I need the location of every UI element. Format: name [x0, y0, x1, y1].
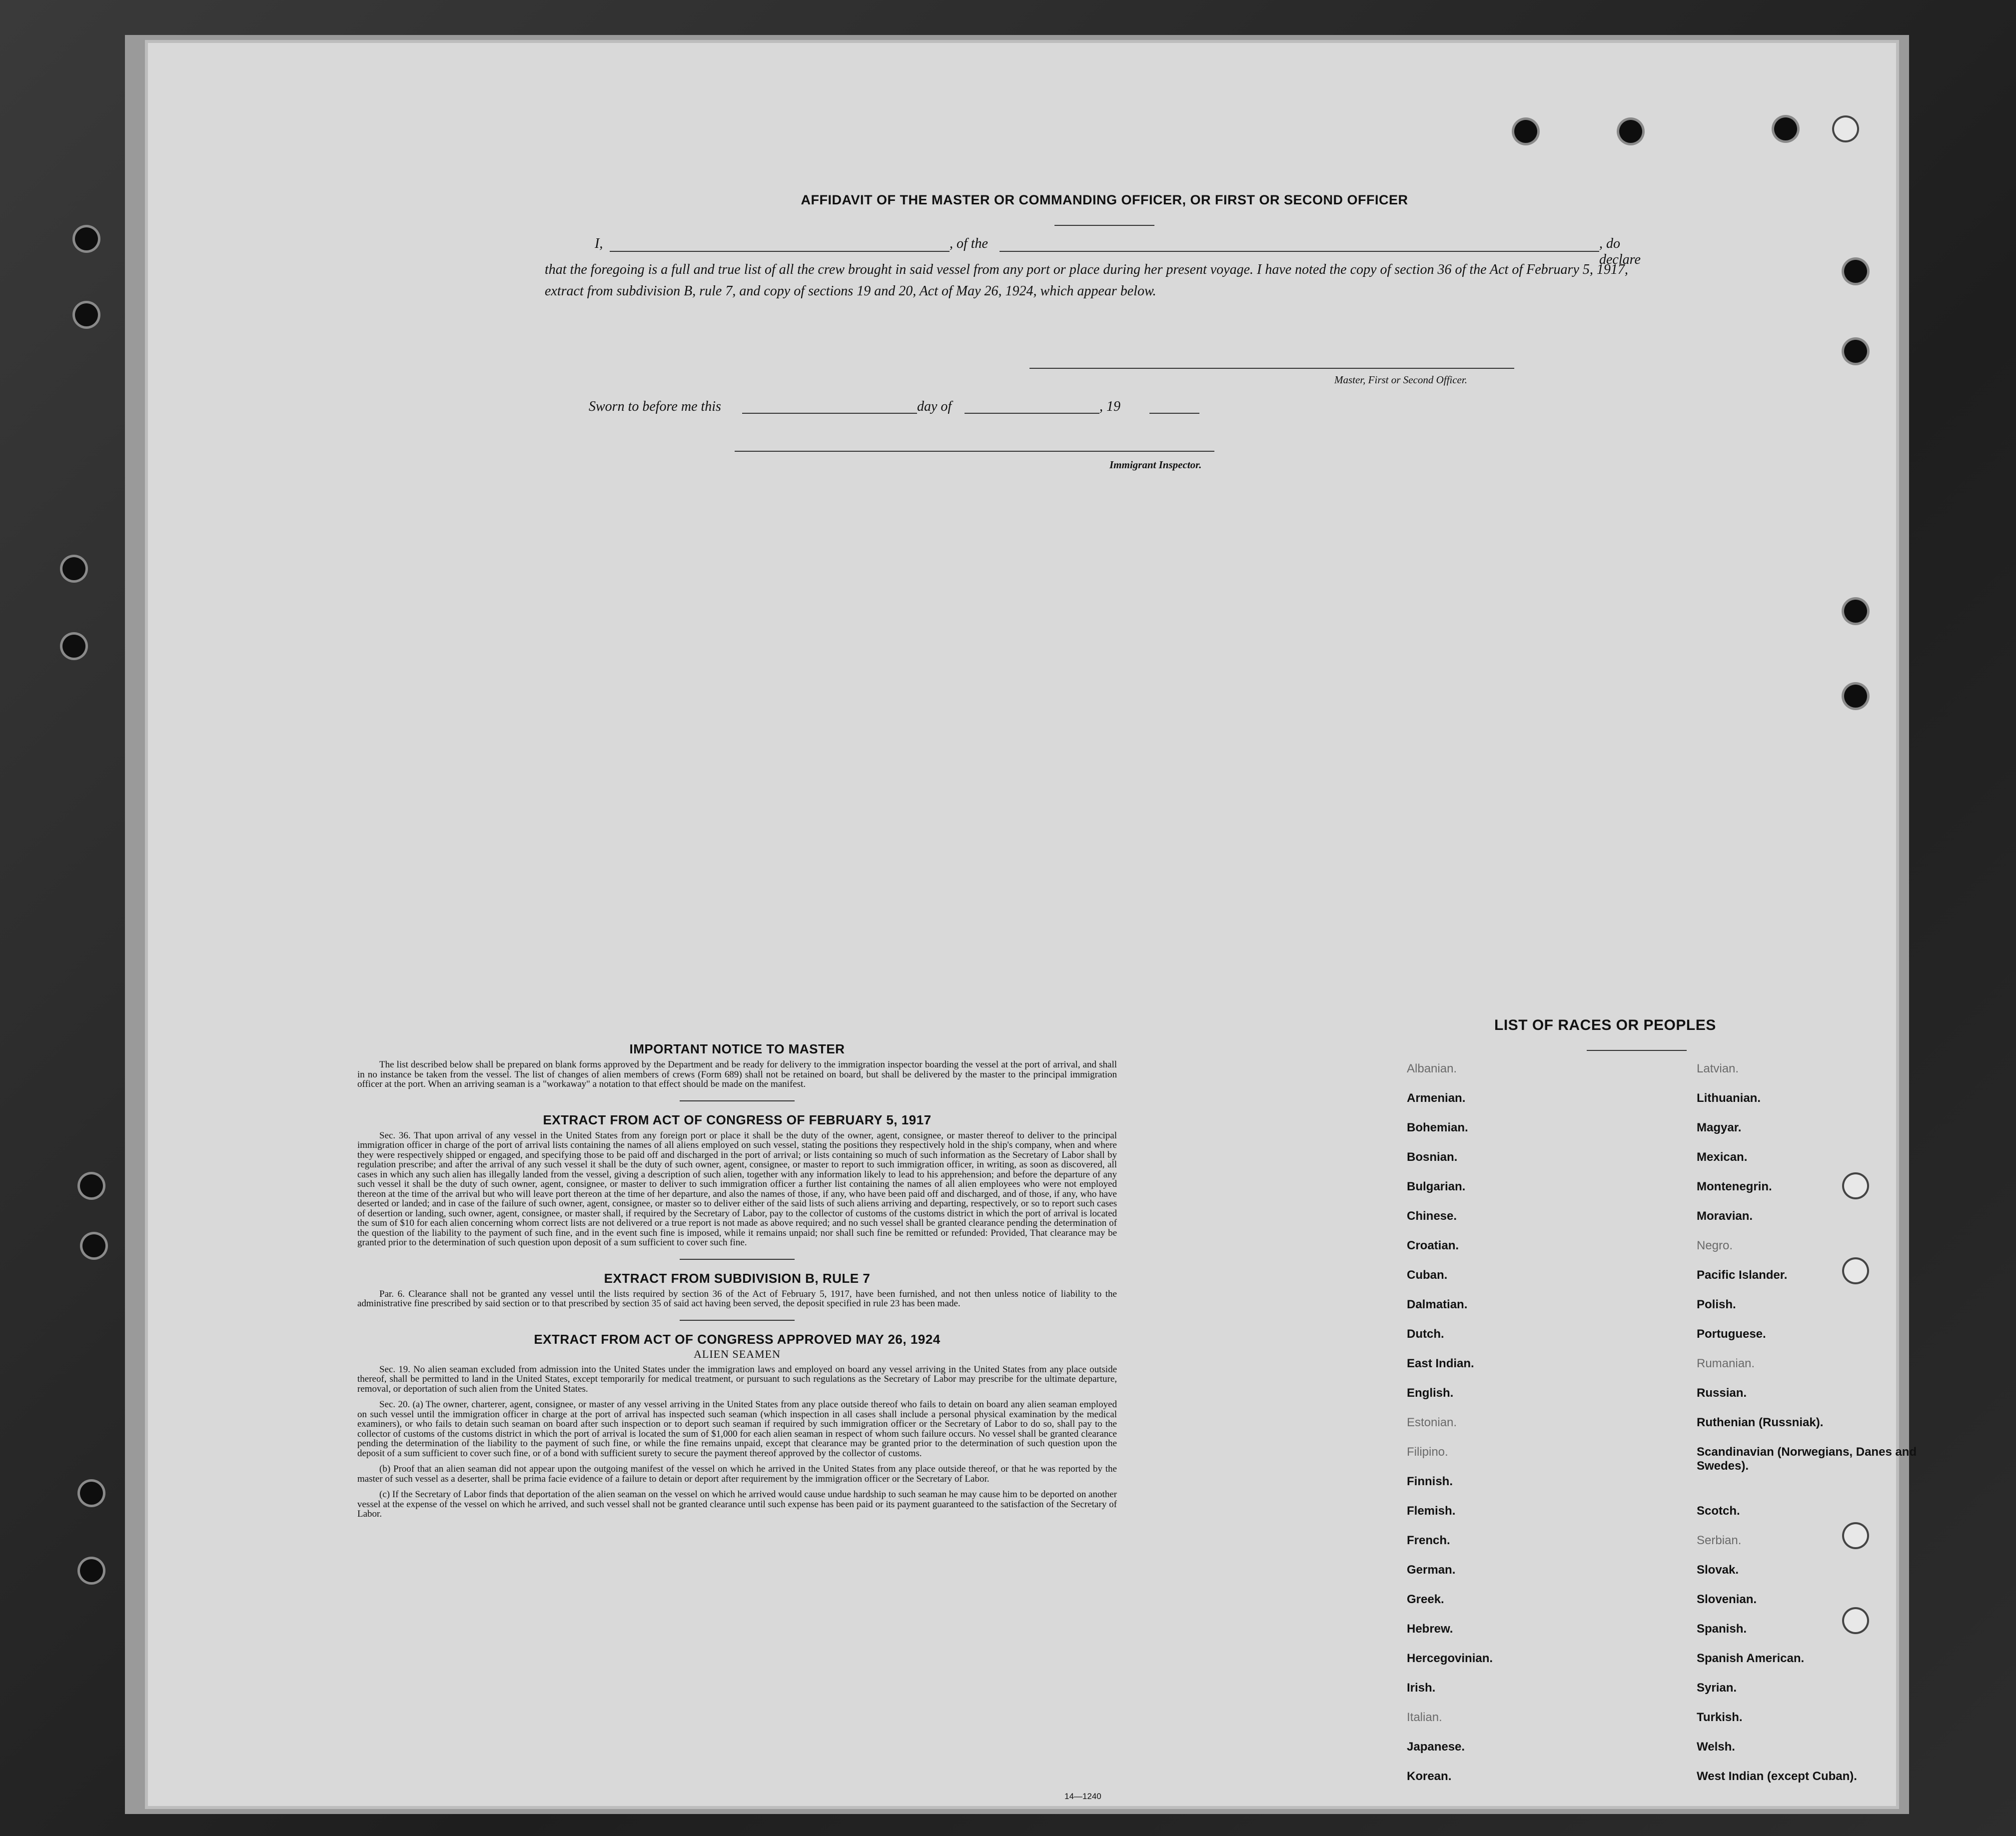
extract-1924-subtitle: ALIEN SEAMEN	[694, 1347, 781, 1360]
race-item: German.	[1407, 1563, 1456, 1577]
race-item: Rumanian.	[1697, 1357, 1755, 1370]
punch-hole	[1514, 120, 1537, 143]
race-item: Japanese.	[1407, 1740, 1465, 1754]
section-19-text: Sec. 19. No alien seaman excluded from admission into the United States under the immigration laws and employed on board any vessel arriving in the United States from any place outside thereof, shall be permitted to land in the United States, except temporarily for medical treatment, or pursuant to such regulations as the Secretary of Labor may prescribe for the ultimate departure, removal, or deportation of such alien from the United States.	[357, 1364, 1117, 1394]
sworn-day-blank[interactable]	[742, 413, 917, 414]
punch-hole	[1844, 685, 1867, 708]
race-item: Slovak.	[1697, 1563, 1739, 1577]
form-number: 14—1240	[1064, 1792, 1101, 1801]
races-right-column	[1697, 1062, 1957, 1799]
document-page	[145, 40, 1917, 1809]
race-item: Italian.	[1407, 1711, 1442, 1724]
declare-of-label: , of the	[950, 236, 988, 251]
races-title: LIST OF RACES OR PEOPLES	[1494, 1017, 1716, 1033]
race-item: Welsh.	[1697, 1740, 1735, 1754]
punch-hole	[1844, 340, 1867, 363]
race-item: Dutch.	[1407, 1327, 1444, 1341]
race-item: Greek.	[1407, 1593, 1444, 1606]
affidavit-section	[545, 192, 1664, 302]
race-item: Bosnian.	[1407, 1150, 1458, 1164]
race-item: Spanish.	[1697, 1622, 1747, 1636]
race-item: Slovenian.	[1697, 1593, 1757, 1606]
divider	[1587, 1050, 1687, 1051]
punch-hole	[62, 635, 85, 658]
race-item: Polish.	[1697, 1298, 1736, 1311]
race-item: Hebrew.	[1407, 1622, 1453, 1636]
section-20a-text: Sec. 20. (a) The owner, charterer, agent, consignee, or master of any vessel arriving in the United States from any place outside thereof who fails to detain on board any alien seaman employed on such vessel until the immigration officer in charge at the port of arrival has inspected such seaman (which inspection in all cases shall include a personal physical examination by the medical examiners), or who fails to detain such seaman on board after such inspection or to deport such seaman if required by such immigration officer or the Secretary of Labor to do so, shall pay to the collector of customs of the customs district in which the port of arrival is located the sum of $1,000 for each alien seaman in respect of whom such failure occurs. No vessel shall be granted clearance pending the determination of the liability to the payment of such fine, or while the fine remains unpaid, except that clearance may be granted prior to the determination of such question upon the deposit of a sum sufficient to cover such fine, or of a bond with sufficient surety to secure the payment thereof approved by the collector of customs.	[357, 1399, 1117, 1459]
extract-1924-title: EXTRACT FROM ACT OF CONGRESS APPROVED MAY 26, 1924	[534, 1331, 941, 1347]
races-left-column	[1407, 1062, 1667, 1799]
vessel-blank[interactable]	[1000, 251, 1599, 252]
extract-rule7-title: EXTRACT FROM SUBDIVISION B, RULE 7	[604, 1270, 871, 1286]
race-item: Scotch.	[1697, 1504, 1740, 1518]
race-item: Magyar.	[1697, 1121, 1742, 1134]
race-item: Bohemian.	[1407, 1121, 1468, 1134]
race-item: Mexican.	[1697, 1150, 1748, 1164]
declaration-line	[545, 236, 1664, 267]
punch-hole	[62, 557, 85, 580]
sworn-prefix: Sworn to before me this	[589, 399, 721, 414]
punch-hole	[1844, 260, 1867, 283]
sworn-year-blank[interactable]	[1149, 413, 1199, 414]
punch-hole	[75, 303, 98, 326]
divider	[1054, 225, 1154, 226]
race-item: Moravian.	[1697, 1209, 1753, 1223]
race-item: Armenian.	[1407, 1091, 1466, 1105]
race-item: Montenegrin.	[1697, 1180, 1772, 1193]
race-item: Finnish.	[1407, 1475, 1453, 1488]
punch-hole	[1834, 117, 1857, 140]
signature-line[interactable]	[1029, 368, 1514, 369]
punch-hole	[1844, 600, 1867, 623]
race-item: Lithuanian.	[1697, 1091, 1761, 1105]
affidavit-title: AFFIDAVIT OF THE MASTER OR COMMANDING OFFICER, OR FIRST OR SECOND OFFICER	[801, 192, 1408, 207]
punch-hole	[80, 1174, 103, 1197]
race-item: Ruthenian (Russniak).	[1697, 1416, 1824, 1429]
race-item: Portuguese.	[1697, 1327, 1766, 1341]
race-item: Pacific Islander.	[1697, 1268, 1788, 1282]
inspector-caption: Immigrant Inspector.	[1109, 459, 1202, 471]
race-item: East Indian.	[1407, 1357, 1474, 1370]
punch-hole	[82, 1234, 105, 1257]
race-item: West Indian (except Cuban).	[1697, 1770, 1857, 1783]
race-item: Scandinavian (Norwegians, Danes and Swedes).	[1697, 1445, 1917, 1473]
name-blank[interactable]	[610, 251, 950, 252]
race-item: Turkish.	[1697, 1711, 1743, 1724]
race-item: Flemish.	[1407, 1504, 1456, 1518]
race-item: Croatian.	[1407, 1239, 1459, 1252]
divider	[680, 1320, 795, 1321]
extract-rule7-text: Par. 6. Clearance shall not be granted any vessel until the lists required by section 36 of the Act of February 5, 1917, have been furnished, and not then unless notice of liability to the administrative fine prescribed by said section or to that prescribed by section 35 of said act having been served, the deposit specified in rule 23 has been made.	[357, 1288, 1117, 1309]
race-item: Negro.	[1697, 1239, 1733, 1252]
race-item: Serbian.	[1697, 1534, 1742, 1547]
punch-hole	[80, 1482, 103, 1505]
race-item: Filipino.	[1407, 1445, 1448, 1459]
notice-text: The list described below shall be prepared on blank forms approved by the Department and be ready for delivery to the immigration inspector boarding the vessel at the port of arrival, and shall in no instance be taken from the vessel. The list of changes of alien members of crews (Form 689) shall not be retained on board, but shall be delivered by the master to the principal immigration officer at the port. When an arriving seaman is a "workaway" a notation to that effect should be made on the manifest.	[357, 1059, 1117, 1089]
extract-1917-title: EXTRACT FROM ACT OF CONGRESS OF FEBRUARY 5, 1917	[543, 1112, 932, 1127]
race-item: English.	[1407, 1386, 1454, 1400]
race-item: Cuban.	[1407, 1268, 1448, 1282]
signature-caption: Master, First or Second Officer.	[1334, 374, 1467, 386]
affidavit-paragraph: that the foregoing is a full and true list of all the crew brought in said vessel from any port or place during her present voyage. I have noted the copy of section 36 of the Act of February 5, 1917, extract from subdivision B, rule 7, and copy of sections 19 and 20, Act of May 26, 1924, which appear below.	[545, 262, 1628, 299]
race-item: Latvian.	[1697, 1062, 1739, 1075]
race-item: Syrian.	[1697, 1681, 1737, 1695]
inspector-signature-line[interactable]	[735, 451, 1214, 452]
divider	[680, 1100, 795, 1101]
punch-hole	[1774, 117, 1797, 140]
race-item: Albanian.	[1407, 1062, 1457, 1075]
extract-1917-text: Sec. 36. That upon arrival of any vessel in the United States from any foreign port or place it shall be the duty of the owner, agent, consignee, or master thereof to deliver to the principal immigration officer in charge of the port of arrival lists containing the names of all aliens employed on such vessel, stating the positions they respectively hold in the ship's company, when and where they were respectively shipped or engaged, and specifying those to be paid off and discharged in the port of arrival; or lists containing so much of such information as the Secretary of Labor shall by regulation prescribe; and after the arrival of any such vessel it shall be the duty of such owner, agent, consignee, or master to report to such immigration officer, in writing, as soon as discovered, all cases in which any such alien has illegally landed from the vessel, giving a description of such alien, together with any information likely to lead to his apprehension; and before the departure of any such vessel it shall be the duty of such owner, agent, consignee, or master to deliver to such immigration officer a further list containing the names of all alien employees who were not employed thereon at the time of the arrival but who will leave port thereon at the time of her departure, and also the names of those, if any, who have been paid off and discharged, and of those, if any, who have deserted or landed; and in case of the failure of such owner, agent, consignee, or master so to deliver either of the said lists of such aliens arriving and departing, respectively, or so to report such cases of desertion or landing, such owner, agent, consignee, or master shall, if required by the Secretary of Labor, pay to the collector of customs of the customs district in which the port of arrival is located the sum of $10 for each alien concerning whom correct lists are not delivered or a true report is not made as above required; and no such vessel shall be granted clearance pending the determination of the question of the liability to the payment of such fine, and in the event such fine is imposed, while it remains unpaid; nor shall such fine be remitted or refunded: Provided, That clearance may be granted prior to the determination of such question upon deposit of a sum sufficient to cover such fine.	[357, 1130, 1117, 1248]
declare-end-label: , do declare	[1599, 236, 1641, 267]
race-item: Hercegovinian.	[1407, 1652, 1493, 1665]
legal-extracts	[357, 1041, 1117, 1519]
section-20b-text: (b) Proof that an alien seaman did not appear upon the outgoing manifest of the vessel on which he arrived in the United States from any place outside thereof, or that he was reported by the master of such vessel as a deserter, shall be prima facie evidence of a failure to detain or deport after requirement by the immigration officer or the Secretary of Labor.	[357, 1464, 1117, 1484]
race-item: Irish.	[1407, 1681, 1436, 1695]
race-item: Spanish American.	[1697, 1652, 1805, 1665]
race-item: Estonian.	[1407, 1416, 1457, 1429]
race-item: French.	[1407, 1534, 1450, 1547]
sworn-month-blank[interactable]	[965, 413, 1099, 414]
notice-title: IMPORTANT NOTICE TO MASTER	[629, 1041, 845, 1056]
declare-i-label: I,	[595, 236, 603, 251]
race-item: Korean.	[1407, 1770, 1452, 1783]
race-item: Bulgarian.	[1407, 1180, 1466, 1193]
divider	[680, 1259, 795, 1260]
sworn-day-label: day of	[917, 399, 952, 414]
section-20c-text: (c) If the Secretary of Labor finds that deportation of the alien seaman on the vessel on which he arrived would cause undue hardship to such seaman he may cause him to be deported on another vessel at the expense of the vessel on which he arrived, and such vessel shall not be granted clearance until such expense has been paid or its payment guaranteed to the satisfaction of the Secretary of Labor.	[357, 1489, 1117, 1519]
race-item: Dalmatian.	[1407, 1298, 1468, 1311]
sworn-year-label: , 19	[1099, 399, 1120, 414]
race-item: Russian.	[1697, 1386, 1747, 1400]
race-item: Chinese.	[1407, 1209, 1457, 1223]
punch-hole	[1619, 120, 1642, 143]
punch-hole	[75, 227, 98, 250]
punch-hole	[80, 1559, 103, 1582]
